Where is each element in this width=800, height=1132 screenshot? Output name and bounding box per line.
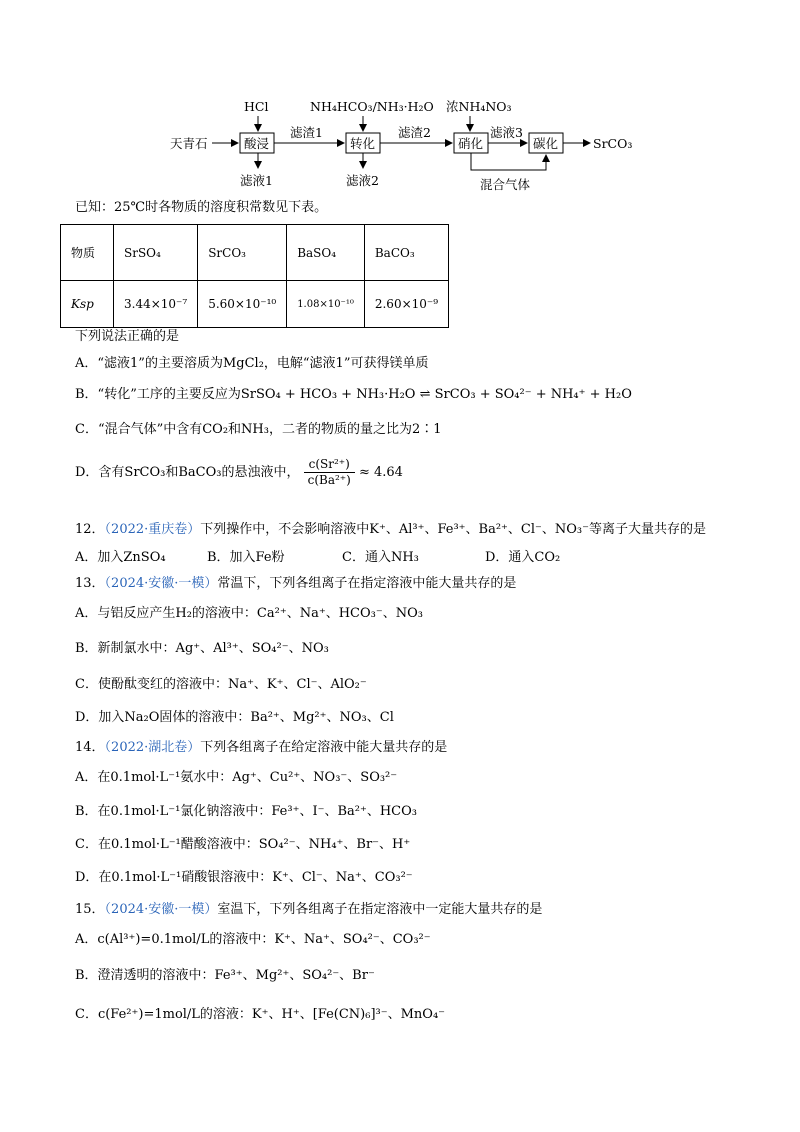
source-tag: （2022·湖北卷） (104, 740, 201, 755)
ksp-label: Ksp (61, 281, 114, 328)
q11-option-a: A．“滤液1”的主要溶质为MgCl₂，电解“滤液1”可获得镁单质 (75, 356, 429, 371)
q13-option-d: D．加入Na₂O固体的溶液中：Ba²⁺、Mg²⁺、NO₃、Cl (75, 710, 394, 725)
q14-option-a: A．在0.1mol·L⁻¹氨水中：Ag⁺、Cu²⁺、NO₃⁻、SO₃²⁻ (75, 770, 398, 785)
question-number: 14． (75, 740, 105, 755)
q11-option-d (75, 457, 403, 488)
reagent-nh4hco3: NH₄HCO₃/NH₃·H₂O (310, 99, 434, 114)
q14-option-b: B．在0.1mol·L⁻¹氯化钠溶液中：Fe³⁺、I⁻、Ba²⁺、HCO₃ (75, 804, 417, 819)
reagent-nh4no3: 浓NH₄NO₃ (446, 99, 512, 114)
q13-stem-line (75, 574, 516, 594)
source-tag: （2024·安徽·一模） (104, 576, 218, 591)
concentration-fraction (304, 457, 355, 488)
out2-label: 滤液2 (346, 173, 379, 188)
out1-label: 滤液1 (240, 173, 273, 188)
known-note: 已知：25℃时各物质的溶度积常数见下表。 (75, 200, 328, 215)
q11-d-prefix: D．含有SrCO₃和BaCO₃的悬浊液中， (75, 465, 300, 480)
table-header-cell: SrSO₄ (114, 225, 198, 281)
q13-option-c: C．使酚酞变红的溶液中：Na⁺、K⁺、Cl⁻、AlO₂⁻ (75, 677, 367, 692)
q12-option-a: A．加入ZnSO₄ (75, 550, 166, 565)
q11-stem: 下列说法正确的是 (75, 329, 180, 344)
step4-label: 碳化 (533, 136, 559, 151)
step3-label: 硝化 (458, 136, 484, 151)
start-material: 天青石 (170, 136, 208, 151)
step2-label: 转化 (350, 136, 376, 151)
table-header-cell: SrCO₃ (198, 225, 287, 281)
question-stem: 下列操作中，不会影响溶液中K⁺、Al³⁺、Fe³⁺、Ba²⁺、Cl⁻、NO₃⁻等离子大量共存的是 (200, 522, 706, 537)
source-tag: （2022·重庆卷） (104, 522, 201, 537)
question-number: 12． (75, 522, 105, 537)
q15-option-a: A．c(Al³⁺)=0.1mol/L的溶液中：K⁺、Na⁺、SO₄²⁻、CO₃²⁻ (75, 932, 431, 947)
q14-option-d: D．在0.1mol·L⁻¹硝酸银溶液中：K⁺、Cl⁻、Na⁺、CO₃²⁻ (75, 870, 413, 885)
ksp-value: 1.08×10⁻¹⁰ (287, 281, 365, 328)
q13-option-a: A．与铝反应产生H₂的溶液中：Ca²⁺、Na⁺、HCO₃⁻、NO₃ (75, 606, 423, 621)
table-header-cell: BaSO₄ (287, 225, 365, 281)
question-stem: 下列各组离子在给定溶液中能大量共存的是 (200, 740, 448, 755)
q15-option-c: C．c(Fe²⁺)=1mol/L的溶液：K⁺、H⁺、[Fe(CN)₆]³⁻、MnO₄⁻ (75, 1007, 446, 1022)
process-flowchart (150, 90, 670, 200)
question-stem: 常温下，下列各组离子在指定溶液中能大量共存的是 (217, 576, 517, 591)
ksp-table (60, 224, 449, 328)
fraction-denominator: c(Ba²⁺) (307, 473, 351, 487)
question-stem: 室温下，下列各组离子在指定溶液中一定能大量共存的是 (217, 902, 543, 917)
question-number: 13． (75, 576, 105, 591)
ksp-value: 5.60×10⁻¹⁰ (198, 281, 287, 328)
q12-option-b: B．加入Fe粉 (207, 550, 285, 565)
fraction-numerator: c(Sr²⁺) (304, 457, 355, 473)
step1-label: 酸浸 (244, 136, 270, 151)
arrow2-label: 滤渣2 (398, 125, 431, 140)
q15-option-b: B．澄清透明的溶液中：Fe³⁺、Mg²⁺、SO₄²⁻、Br⁻ (75, 968, 375, 983)
q14-option-c: C．在0.1mol·L⁻¹醋酸溶液中：SO₄²⁻、NH₄⁺、Br⁻、H⁺ (75, 837, 411, 852)
table-header-cell: 物质 (61, 225, 114, 281)
question-number: 15． (75, 902, 105, 917)
q12-options (75, 548, 560, 568)
ksp-value: 3.44×10⁻⁷ (114, 281, 198, 328)
q14-stem-line (75, 738, 447, 758)
source-tag: （2024·安徽·一模） (104, 902, 218, 917)
q11-option-b: B．“转化”工序的主要反应为SrSO₄ + HCO₃ + NH₃·H₂O ⇌ SrCO₃ + SO₄²⁻ + NH₄⁺ + H₂O (75, 387, 632, 402)
table-header-cell: BaCO₃ (364, 225, 448, 281)
arrow3-label: 滤液3 (490, 125, 523, 140)
gas-label: 混合气体 (480, 177, 531, 192)
q11-option-c: C．“混合气体”中含有CO₂和NH₃，二者的物质的量之比为2∶1 (75, 422, 442, 437)
ksp-value: 2.60×10⁻⁹ (364, 281, 448, 328)
q13-option-b: B．新制氯水中：Ag⁺、Al³⁺、SO₄²⁻、NO₃ (75, 641, 329, 656)
product-label: SrCO₃ (593, 136, 633, 151)
q12-option-d: D．通入CO₂ (485, 550, 561, 565)
arrow1-label: 滤渣1 (290, 125, 323, 140)
q12-option-c: C．通入NH₃ (342, 550, 419, 565)
q11-d-suffix: ≈ 4.64 (358, 465, 403, 480)
q15-stem-line (75, 900, 542, 920)
reagent-hcl: HCl (244, 99, 269, 114)
q12-stem-line (75, 520, 706, 540)
